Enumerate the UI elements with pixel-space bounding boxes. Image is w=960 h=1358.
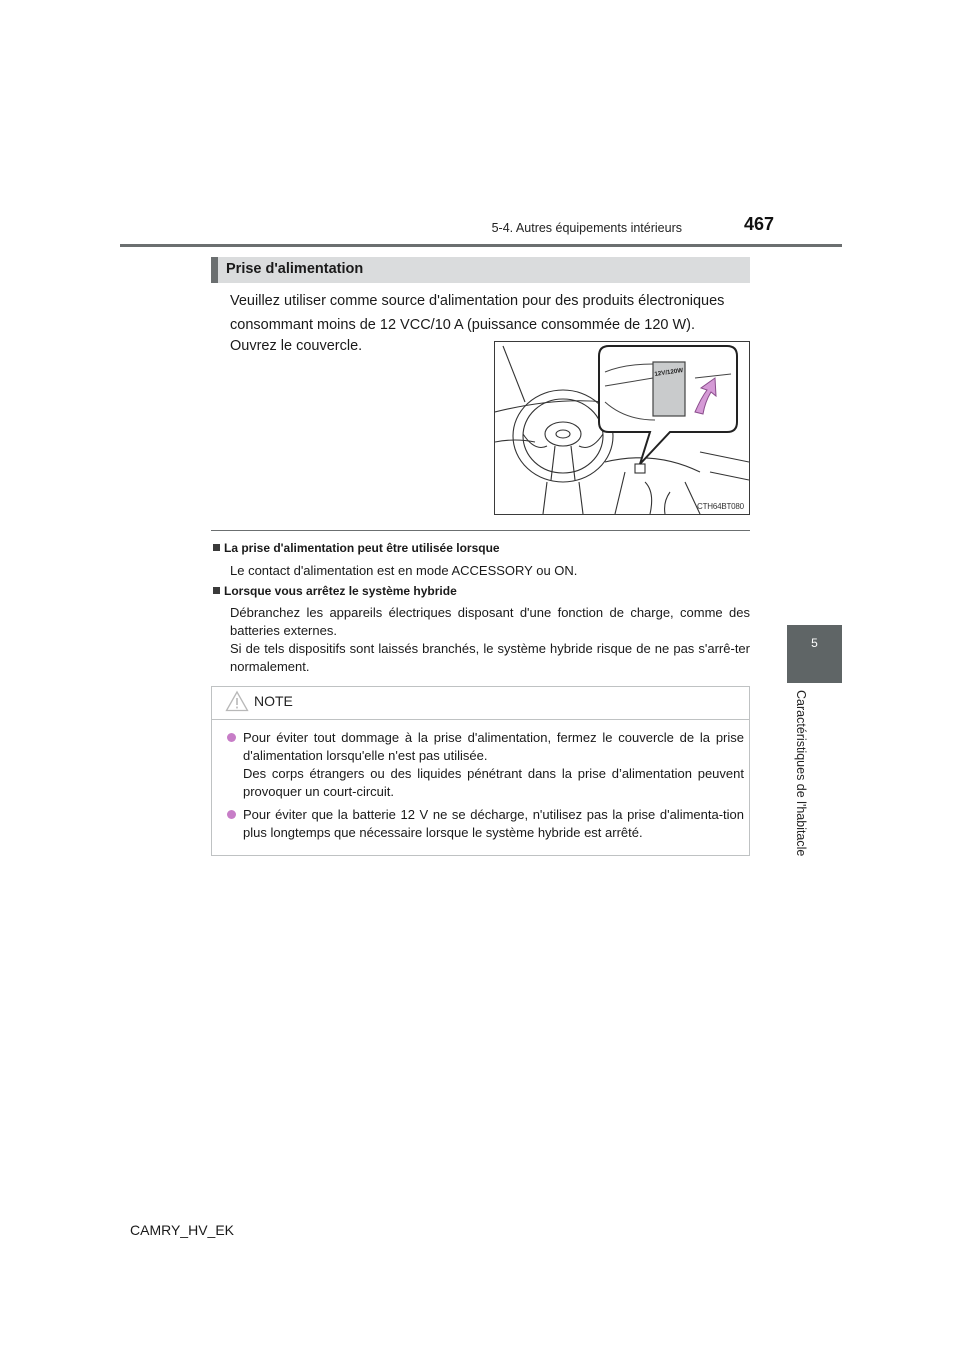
dashboard-drawing [495,342,749,514]
note-box-title: NOTE [254,693,293,709]
section-title: 5-4. Autres équipements intérieurs [491,221,682,235]
header-rule [120,244,842,247]
note-box-separator [212,719,749,720]
power-outlet-illustration [494,341,750,515]
note-bullet [227,729,744,801]
note-heading-text: Lorsque vous arrêtez le système hybride [224,584,457,598]
step-instruction: Ouvrez le couvercle. [230,338,363,354]
warning-triangle-icon [225,690,249,712]
heading-accent [211,257,218,283]
note-heading [213,584,750,598]
note-body: Le contact d'alimentation est en mode ACCESSORY ou ON. [230,563,578,578]
footer-model-code: CAMRY_HV_EK [130,1222,235,1238]
note-bullet-text [243,729,744,801]
square-bullet-icon [213,544,220,551]
bullet-dot-icon [227,810,236,819]
note-item [213,584,750,676]
note-bullet-text [243,806,744,842]
note-bullet-line: Pour éviter que la batterie 12 V ne se décharge, n'utilisez pas la prise d'alimenta-tion plus longtemps que nécessaire lorsque le système hybride est arrêté. [243,807,744,840]
page-number: 467 [743,214,774,234]
socket-label: 12V/120W [653,367,684,378]
note-bullet [227,806,744,842]
intro-paragraph: Veuillez utiliser comme source d'alimentation pour des produits électroniques consommant moins de 12 VCC/10 A (puissance consommée de 120 W). [230,293,725,333]
section-divider [211,530,750,531]
note-item [213,541,750,580]
note-bullet-line: Pour éviter tout dommage à la prise d'alimentation, fermez le couvercle de la prise d'alimentation lorsqu'elle n'est pas utilisée. [243,730,744,763]
note-body-line: Débranchez les appareils électriques disposant d'une fonction de charge, comme des batteries externes. [230,605,750,638]
note-body-line: Si de tels dispositifs sont laissés branchés, le système hybride risque de ne pas s'arrê-ter normalement. [230,641,750,674]
note-bullet-line: Des corps étrangers ou des liquides pénétrant dans la prise d’alimentation peuvent provoquer un court-circuit. [243,766,744,799]
illustration-code: CTH64BT080 [697,502,744,511]
note-body [230,604,750,676]
chapter-tab-spacer [787,247,842,625]
chapter-number: 5 [811,636,818,650]
chapter-title: Caractéristiques de l'habitacle [794,690,808,857]
page-heading: Prise d'alimentation [226,261,364,277]
bullet-dot-icon [227,733,236,742]
note-heading [213,541,750,555]
square-bullet-icon [213,587,220,594]
note-heading-text: La prise d'alimentation peut être utilisée lorsque [224,541,500,555]
chapter-tab[interactable] [787,625,842,683]
